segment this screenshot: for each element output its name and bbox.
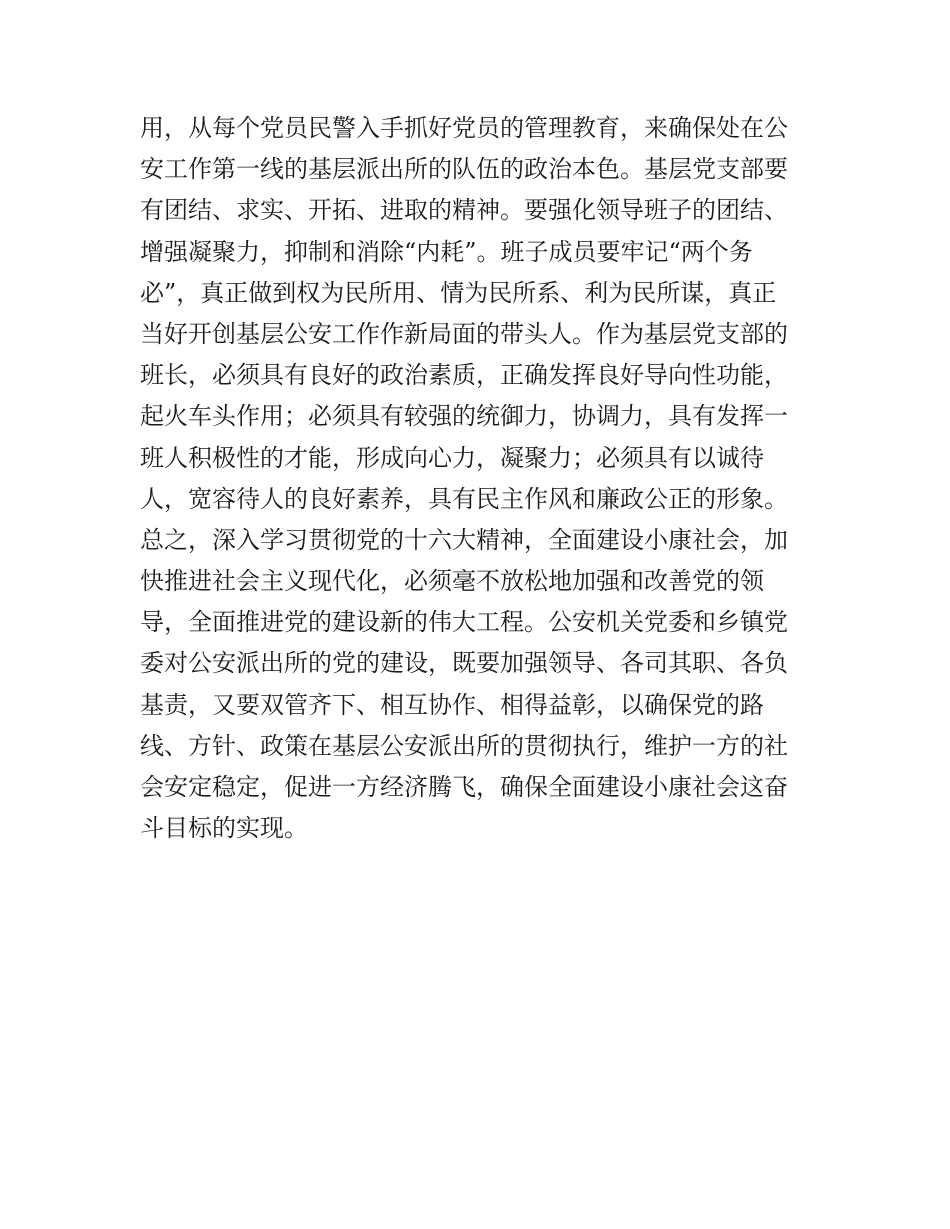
text-line-6: 当好开创基层公安工作作新局面的带头人。作为基层党支部的 [140, 319, 788, 348]
text-line-5: 必”，真正做到权为民所用、情为民所系、利为民所谋，真正 [140, 278, 777, 307]
text-line-4: 增强凝聚力，抑制和消除“内耗”。班子成员要牢记“两个务 [140, 237, 753, 266]
text-line-9: 班人积极性的才能，形成向心力，凝聚力；必须具有以诚待 [140, 443, 764, 472]
text-line-12: 快推进社会主义现代化，必须毫不放松地加强和改善党的领 [140, 567, 764, 596]
text-line-14: 委对公安派出所的党的建设，既要加强领导、各司其职、各负 [140, 649, 788, 678]
text-line-18: 斗目标的实现。 [140, 814, 308, 843]
text-line-7: 班长，必须具有良好的政治素质，正确发挥良好导向性功能， [140, 361, 788, 390]
text-line-17: 会安定稳定，促进一方经济腾飞，确保全面建设小康社会这奋 [140, 773, 788, 801]
text-line-1: 用，从每个党员民警入手抓好党员的管理教育，来确保处在公 [140, 114, 788, 142]
text-line-11: 总之，深入学习贯彻党的十六大精神，全面建设小康社会，加 [140, 525, 788, 554]
text-line-2: 安工作第一线的基层派出所的队伍的政治本色。基层党支部要 [140, 155, 788, 184]
text-line-16: 线、方针、政策在基层公安派出所的贯彻执行，维护一方的社 [140, 731, 788, 760]
text-line-13: 导，全面推进党的建设新的伟大工程。公安机关党委和乡镇党 [140, 608, 788, 637]
text-line-3: 有团结、求实、开拓、进取的精神。要强化领导班子的团结、 [140, 196, 788, 225]
text-line-10: 人，宽容待人的良好素养，具有民主作风和廉政公正的形象。 [140, 484, 788, 513]
body-paragraph [140, 108, 820, 849]
text-line-15: 基责，又要双管齐下、相互协作、相得益彰，以确保党的路 [140, 690, 764, 719]
text-line-8: 起火车头作用；必须具有较强的统御力，协调力，具有发挥一 [140, 402, 788, 431]
